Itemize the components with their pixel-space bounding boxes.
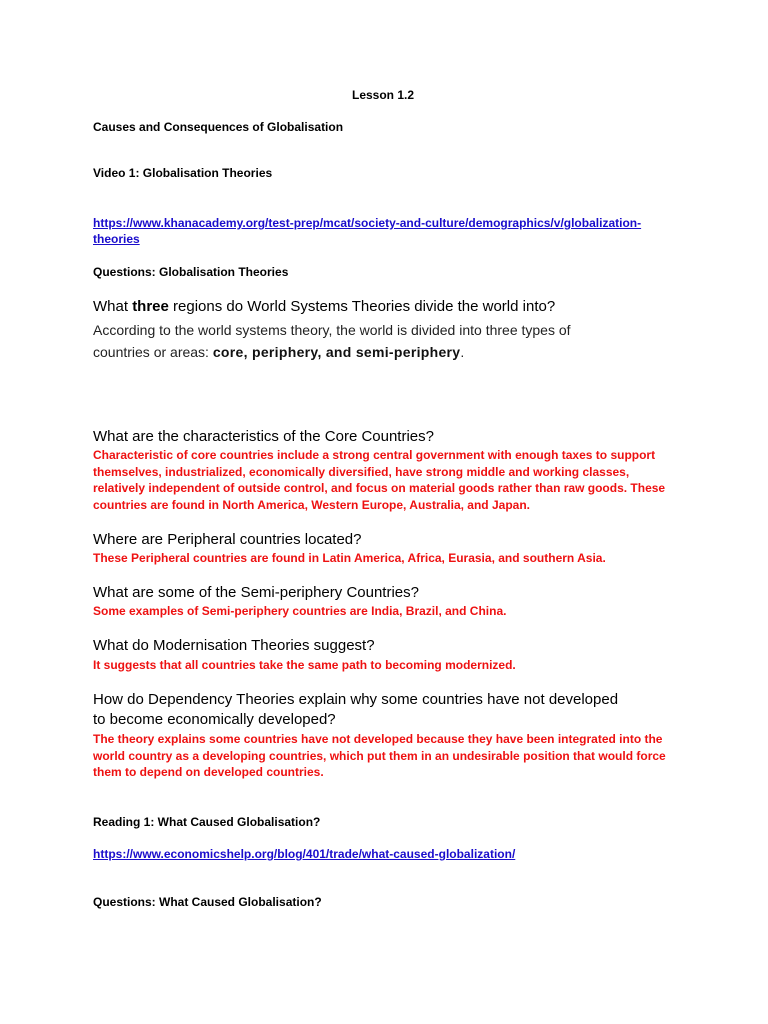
video-label: Video 1: [93, 166, 140, 180]
answer-3: These Peripheral countries are found in Latin America, Africa, Eurasia, and southern Asia. [93, 551, 606, 565]
question-1: What three regions do World Systems Theories divide the world into? [93, 298, 556, 315]
question-2: What are the characteristics of the Core Countries? [93, 428, 434, 445]
video-link-line2[interactable]: theories [93, 232, 140, 246]
questions-heading-1 [93, 264, 288, 280]
question-5: What do Modernisation Theories suggest? [93, 637, 375, 654]
questions-heading-2 [93, 894, 322, 910]
question-4: What are some of the Semi-periphery Countries? [93, 584, 419, 601]
answer-6: The theory explains some countries have not developed because they have been integrated into the world country as a developing countries, which put them in an undesirable position that would force them to depend on developed countries. [93, 732, 666, 779]
lesson-title: Lesson 1.2 [351, 88, 415, 102]
answer-1-emphasis: core, periphery, and semi-periphery [212, 344, 461, 360]
question-6-line2: to become economically developed? [93, 711, 336, 728]
answer-5: It suggests that all countries take the same path to becoming modernized. [93, 658, 516, 672]
answer-1-line1: According to the world systems theory, the world is divided into three types of [93, 322, 571, 338]
lesson-subtitle: Causes and Consequences of Globalisation [93, 120, 344, 134]
questions-label-2: Questions: [93, 895, 156, 909]
question-6-line1: How do Dependency Theories explain why some countries have not developed [93, 691, 619, 708]
reading-title: What Caused Globalisation? [154, 815, 321, 829]
answer-1: According to the world systems theory, the world is divided into three types of countries or areas: core, periphery, and semi-periphery. [93, 322, 571, 360]
video-title: Globalisation Theories [139, 166, 273, 180]
reading-label: Reading 1: [93, 815, 155, 829]
questions-title-2: What Caused Globalisation? [155, 895, 322, 909]
video-heading [93, 165, 272, 181]
question-3: Where are Peripheral countries located? [93, 531, 362, 548]
questions-label-1: Questions: [93, 265, 156, 279]
video-link[interactable] [93, 215, 641, 247]
questions-title-1: Globalisation Theories [155, 265, 289, 279]
question-1-emphasis: three [132, 298, 169, 315]
answer-2: Characteristic of core countries include a strong central government with enough taxes to support themselves, industrialized, economically diversified, have strong middle and working classes, relatively independent of outside control, and focus on material goods rather than raw goods. These countries are found in North America, Western Europe, Australia, and Japan. [93, 448, 666, 512]
question-6 [93, 690, 618, 730]
answer-4: Some examples of Semi-periphery countries are India, Brazil, and China. [93, 604, 507, 618]
video-link-line1[interactable]: https://www.khanacademy.org/test-prep/mcat/society-and-culture/demographics/v/globalization- [93, 216, 642, 230]
reading-heading [93, 814, 320, 830]
reading-link[interactable]: https://www.economicshelp.org/blog/401/trade/what-caused-globalization/ [93, 847, 516, 861]
